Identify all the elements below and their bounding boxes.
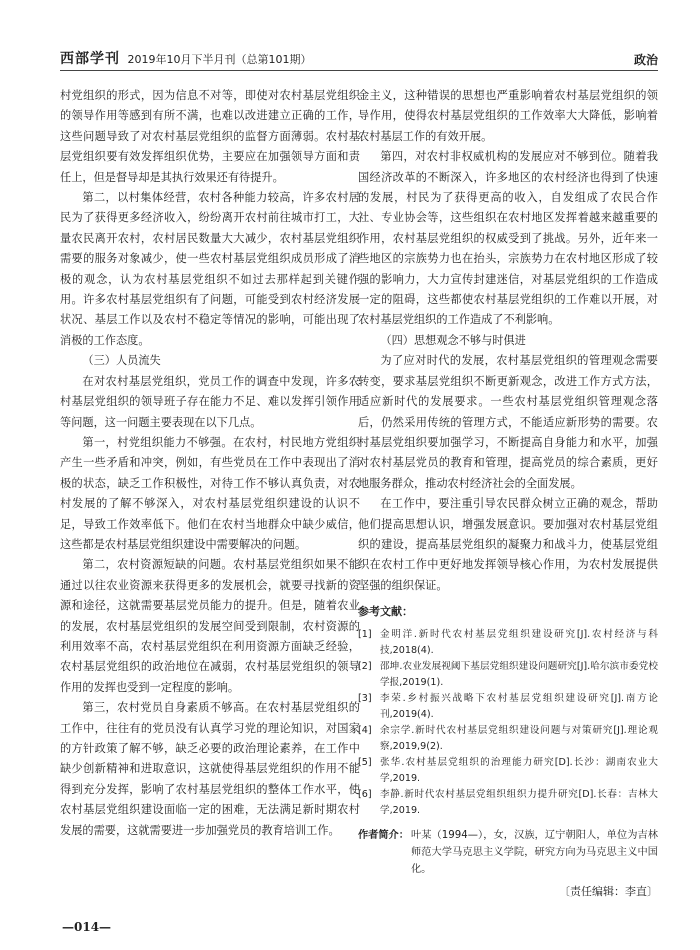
reference-item	[358, 627, 658, 659]
author-bio-text: 叶某（1994—），女，汉族，辽宁朝阳人，单位为吉林师范大学马克思主义学院，研究方向为马克思主义中国化。	[410, 829, 658, 875]
paragraph: 在对农村基层党组织，党员工作的调查中发现，许多农村基层党组织的领导班子存在能力不足、难以发挥引领作用等问题，这一问题主要表现在以下几点。	[60, 374, 360, 429]
reference-number: [5]	[358, 756, 372, 768]
reference-item	[358, 723, 658, 755]
reference-text: 李静.新时代农村基层党组织组织力提升研究[D].长春：吉林大学,2019.	[380, 788, 658, 816]
author-bio	[358, 827, 658, 878]
references-list	[358, 627, 658, 819]
paragraph: 金主义，这种错误的思想也严重影响着农村基层党组织的领导作用，使得农村基层党组织的工作效率大大降低，影响着农村基层工作的有效开展。	[358, 89, 658, 143]
reference-text: 金明洋.新时代农村基层党组织建设研究[J].农村经济与科技,2018(4).	[380, 628, 658, 656]
reference-number: [6]	[358, 788, 372, 800]
reference-item	[358, 755, 658, 787]
paragraph: 第二，以村集体经营，农村各种能力较高，许多农村居民为了获得更多经济收入，纷纷离开农村前往城市打工，大量农民离开农村，农村居民数量大大减少，农村基层党组织需要的服务对象减少，使一些农村基层党组织成员形成了消极的观念，认为农村基层党组织不如过去那样起到关键作用。许多农村基层党组织有了问题，可能受到农村经济发展状况、基层工作以及农村不稳定等情况的影响，可能出现了消极的工作态度。	[60, 191, 360, 347]
right-column-body	[358, 86, 658, 596]
right-column	[358, 86, 658, 902]
reference-item	[358, 691, 658, 723]
reference-number: [4]	[358, 724, 372, 736]
journal-masthead	[60, 48, 312, 68]
reference-item	[358, 787, 658, 819]
reference-item	[358, 659, 658, 691]
paragraph: 为了应对时代的发展，农村基层党组织的管理观念需要转变，要求基层党组织不断更新观念，改进工作方式方法，适应新时代的发展要求。一些农村基层党组织管理观念落后，仍然采用传统的管理方式，不能适应新形势的需要。农村基层党组织要加强学习，不断提高自身能力和水平，加强对农村基层党员的教育和管理，提高党员的综合素质，更好地服务群众，推动农村经济社会的全面发展。	[358, 354, 658, 490]
references-title: 参考文献：	[358, 605, 413, 619]
paragraph: 村党组织的形式，因为信息不对等，即使对农村基层党组织的领导作用等感到有所不满，也难以改进建立正确的工作，这些问题导致了对农村基层党组织的监督方面薄弱。农村基层党组织要有效发挥组织优势，主要应在加强领导方面和责任上，但是督导却是其执行效果还有待提升。	[60, 89, 360, 184]
reference-number: [2]	[358, 660, 372, 672]
reference-text: 邵坤.农业发展视阈下基层党组织建设问题研究[J].哈尔滨市委党校学报,2019(1).	[380, 660, 658, 688]
journal-name: 西部学刊	[60, 51, 120, 67]
section-label: 政治	[633, 53, 658, 67]
issue-info: 2019年10月下半月刊（总第101期）	[127, 53, 312, 66]
left-column	[60, 86, 360, 841]
section-heading: （四）思想观念不够与时俱进	[380, 333, 526, 347]
author-bio-label: 作者简介：	[358, 829, 409, 841]
page-number: —014—	[62, 920, 112, 934]
paragraph: 在工作中，要注重引导农民群众树立正确的观念，帮助他们提高思想认识，增强发展意识。要加强对农村基层党组织的建设，提高基层党组织的凝聚力和战斗力，使基层党组织在农村工作中更好地发挥领导核心作用，为农村发展提供坚强的组织保证。	[358, 497, 658, 592]
paragraph: 第二，农村资源短缺的问题。农村基层党组织如果不能通过以往农业资源来获得更多的发展机会，就要寻找新的资源和途径，这就需要基层党员能力的提升。但是，随着农业的发展，农村基层党组织的发展空间受到限制，农村资源的利用效率不高，农村基层党组织在利用资源方面缺乏经验，农村基层党组织的政治地位在减弱，农村基层党组织的领导作用的发挥也受到一定程度的影响。	[60, 558, 360, 694]
header-rule	[60, 70, 658, 71]
editor-credit: 〔责任编辑：李直〕	[559, 884, 658, 898]
reference-number: [1]	[358, 628, 372, 640]
paragraph: 第三，农村党员自身素质不够高。在农村基层党组织的工作中，往往有的党员没有认真学习党的理论知识，对国家的方针政策了解不够，缺乏必要的政治理论素养，在工作中缺少创新精神和进取意识，这就使得基层党组织的作用不能得到充分发挥，影响了农村基层党组织的整体工作水平，使农村基层党组织建设面临一定的困难，无法满足新时期农村发展的需要，这就需要进一步加强党员的教育培训工作。	[60, 701, 360, 837]
paragraph: 第四，对农村非权威机构的发展应对不够到位。随着我国经济改革的不断深入，许多地区的农村经济也得到了快速的发展，村民为了获得更高的收入，自发组成了农民合作社、专业协会等，这些组织在农村地区发挥着越来越重要的作用，农村基层党组织的权威受到了挑战。另外，近年来一些地区的宗族势力也在抬头，宗族势力在农村地区形成了较强的影响力，大力宣传封建迷信，对基层党组织的工作造成一定的阻碍，这些都使农村基层党组织的工作难以开展，对农村基层党组织的工作造成了不利影响。	[358, 150, 658, 327]
section-heading: （三）人员流失	[82, 354, 161, 368]
page-header	[60, 46, 658, 68]
reference-text: 余宗学.新时代农村基层党组织建设问题与对策研究[J].理论观察,2019,9(2).	[380, 724, 658, 752]
reference-text: 李荣.乡村振兴战略下农村基层党组织建设研究[J].南方论刊,2019(4).	[380, 692, 658, 720]
paragraph: 第一，村党组织能力不够强。在农村，村民地方党组织产生一些矛盾和冲突，例如，有些党员在工作中表现出了消极的状态，缺乏工作积极性，对待工作不够认真负责，对农村发展的了解不够深入，对农村基层党组织建设的认识不足，导致工作效率低下。他们在农村当地群众中缺少威信，这些都是农村基层党组织建设中需要解决的问题。	[60, 435, 360, 551]
reference-text: 张华.农村基层党组织的治理能力研究[D].长沙：湖南农业大学,2019.	[380, 756, 658, 784]
reference-number: [3]	[358, 692, 372, 704]
